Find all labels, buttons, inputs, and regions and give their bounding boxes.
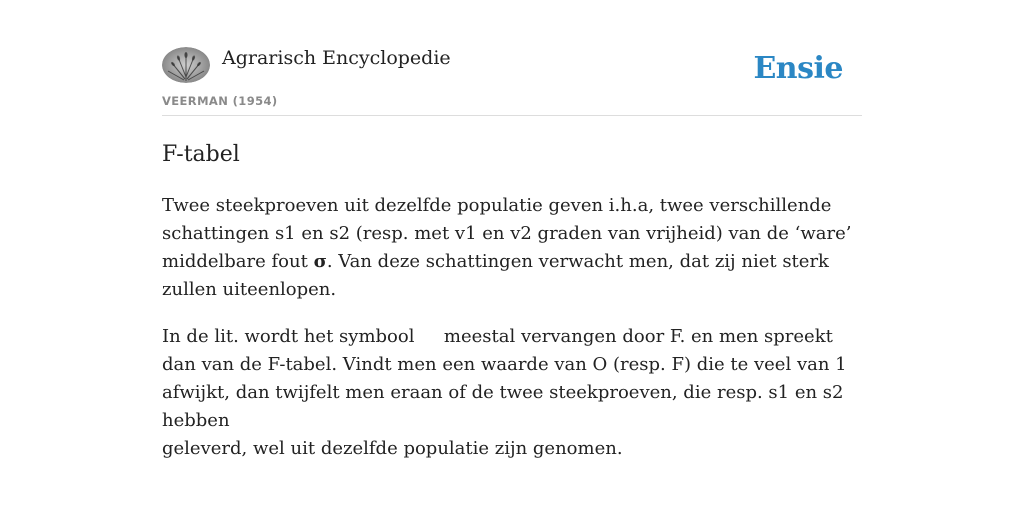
- paragraph-text: . Van deze schattingen verwacht men, dat zij niet sterk zullen uiteenlopen.: [162, 251, 829, 300]
- encyclopedia-name[interactable]: Agrarisch Encyclopedie: [222, 47, 451, 69]
- header: [162, 0, 862, 116]
- article-paragraph-2: [162, 323, 862, 435]
- article-title: F-tabel: [162, 142, 240, 167]
- paragraph-text: meestal vervangen door F. en men spreekt dan van de F-tabel. Vindt men een waarde van O (resp. F) die te veel van 1 afwijkt, dan twijfelt men eraan of de twee steekproeven, die resp. s1 en s2 hebben: [162, 326, 847, 431]
- brand-logo-link[interactable]: Ensie: [753, 51, 843, 86]
- paragraph-text: Twee steekproeven uit dezelfde populatie geven i.h.a, twee verschillende schattingen s1 en s2 (resp. met v1 en v2 graden van vrijheid) van de ‘ware’ middelbare fout: [162, 195, 852, 272]
- sigma-symbol: σ: [313, 251, 327, 272]
- author-credit: VEERMAN (1954): [162, 94, 278, 108]
- article-paragraph-1: [162, 192, 862, 304]
- article-paragraph-3: geleverd, wel uit dezelfde populatie zijn genomen.: [162, 438, 623, 459]
- paragraph-text: In de lit. wordt het symbool: [162, 326, 421, 347]
- wheat-plant-icon[interactable]: [162, 47, 210, 83]
- article-page: [162, 0, 862, 459]
